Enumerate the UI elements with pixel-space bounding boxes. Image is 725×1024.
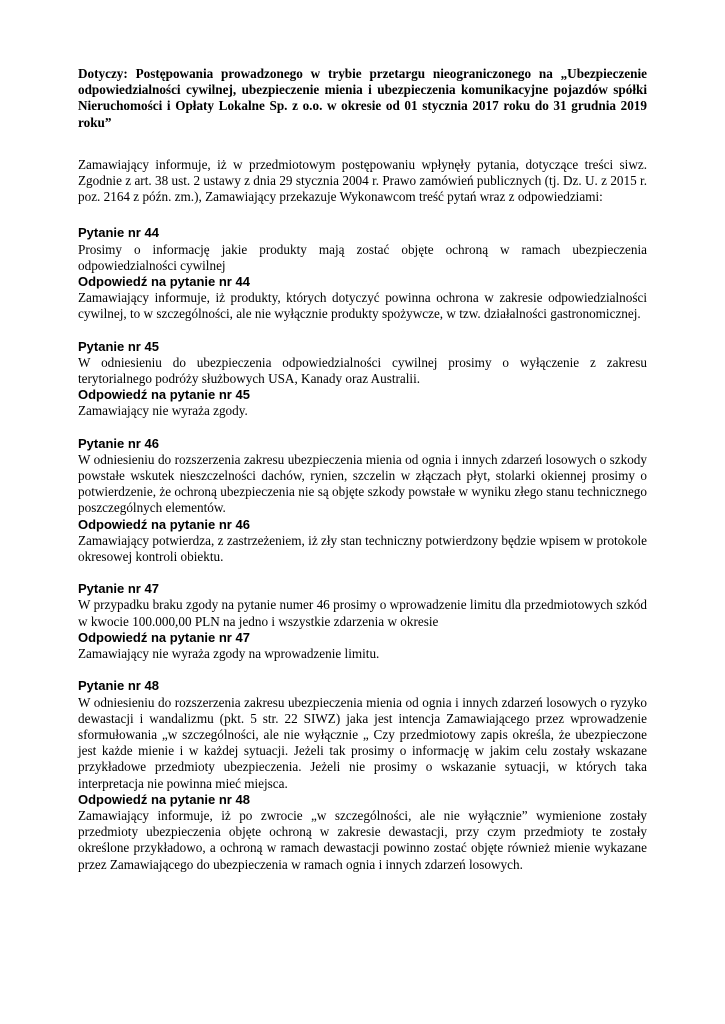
qa-item-45 bbox=[78, 339, 647, 420]
answer-text: Zamawiający potwierdza, z zastrzeżeniem, iż zły stan techniczny potwierdzony będzie wpisem w protokole okresowej kontroli obiektu. bbox=[78, 532, 647, 565]
question-text: W przypadku braku zgody na pytanie numer 46 prosimy o wprowadzenie limitu dla przedmiotowych szkód w kwocie 100.000,00 PLN na jedno i wszystkie zdarzenia w okresie bbox=[78, 597, 647, 629]
question-title: Pytanie nr 47 bbox=[78, 581, 159, 597]
qa-item-46 bbox=[78, 436, 647, 566]
answer-title: Odpowiedź na pytanie nr 45 bbox=[78, 387, 250, 403]
question-text: W odniesieniu do rozszerzenia zakresu ubezpieczenia mienia od ognia i innych zdarzeń losowych o ryzyko dewastacji i wandalizmu (pkt. 5 str. 22 SIWZ) jaka jest intencja Zamawiającego przez wprowadzenie sformułowania „w szczególności, ale nie wyłącznie „ Czy przedmiotowy zapis określa, że ubezpieczone jest każde mienie i w każdej sytuacji. Jeżeli tak prosimy o informację w jakim celu zostały wskazane przykładowe przedmioty ubezpieczenia. Jeżeli nie prosimy o wskazanie sytuacji, w których taka interpretacja nie powinna mieć miejsca. bbox=[78, 694, 647, 791]
qa-item-48 bbox=[78, 678, 647, 872]
answer-title: Odpowiedź na pytanie nr 44 bbox=[78, 274, 250, 290]
answer-text: Zamawiający nie wyraża zgody na wprowadzenie limitu. bbox=[78, 646, 380, 662]
document-header: Dotyczy: Postępowania prowadzonego w trybie przetargu nieograniczonego na „Ubezpieczenie odpowiedzialności cywilnej, ubezpieczenie mienia i ubezpieczenia komunikacyjne pojazdów spółki Nieruchomości i Opłaty Lokalne Sp. z o.o. w okresie od 01 stycznia 2017 roku do 31 grudnia 2019 roku” bbox=[78, 66, 647, 130]
answer-text: Zamawiający nie wyraża zgody. bbox=[78, 403, 248, 419]
question-title: Pytanie nr 45 bbox=[78, 338, 159, 354]
document-intro: Zamawiający informuje, iż w przedmiotowym postępowaniu wpłynęły pytania, dotyczące treści siwz. Zgodnie z art. 38 ust. 2 ustawy z dnia 29 stycznia 2004 r. Prawo zamówień publicznych (tj. Dz. U. z 2015 r. poz. 2164 z późn. zm.), Zamawiający przekazuje Wykonawcom treść pytań wraz z odpowiedziami: bbox=[78, 156, 647, 205]
question-title: Pytanie nr 44 bbox=[78, 225, 159, 241]
qa-item-44 bbox=[78, 225, 647, 322]
question-title: Pytanie nr 46 bbox=[78, 435, 159, 451]
question-title: Pytanie nr 48 bbox=[78, 678, 159, 694]
answer-title: Odpowiedź na pytanie nr 46 bbox=[78, 516, 250, 532]
answer-title: Odpowiedź na pytanie nr 48 bbox=[78, 791, 250, 807]
answer-text: Zamawiający informuje, iż po zwrocie „w szczególności, ale nie wyłącznie” wymienione zostały przedmioty ubezpieczenia objęte ochroną w zakresie dewastacji, przy czym przedmioty te zostały określone przykładowo, a ochroną w ramach dewastacji powinno zostać objęte również mienie wykazane przez Zamawiającego do ubezpieczenia w ramach ognia i innych zdarzeń losowych. bbox=[78, 807, 647, 872]
qa-item-47 bbox=[78, 581, 647, 662]
answer-title: Odpowiedź na pytanie nr 47 bbox=[78, 629, 250, 645]
question-text: Prosimy o informację jakie produkty mają zostać objęte ochroną w ramach ubezpieczenia odpowiedzialności cywilnej bbox=[78, 241, 647, 273]
question-text: W odniesieniu do rozszerzenia zakresu ubezpieczenia mienia od ognia i innych zdarzeń losowych o szkody powstałe wskutek nieszczelności dachów, rynien, szczelin w złączach płyt, stolarki okiennej prosimy o potwierdzenie, że ochroną ubezpieczenia nie są objęte szkody powstałe w wyniku złego stanu technicznego poszczególnych elementów. bbox=[78, 451, 647, 516]
answer-text: Zamawiający informuje, iż produkty, których dotyczyć powinna ochrona w zakresie odpowiedzialności cywilnej, to w szczególności, ale nie wyłącznie produkty spożywcze, w tzw. działalności gastronomicznej. bbox=[78, 290, 647, 322]
question-text: W odniesieniu do ubezpieczenia odpowiedzialności cywilnej prosimy o wyłączenie z zakresu terytorialnego podróży służbowych USA, Kanady oraz Australii. bbox=[78, 354, 647, 387]
